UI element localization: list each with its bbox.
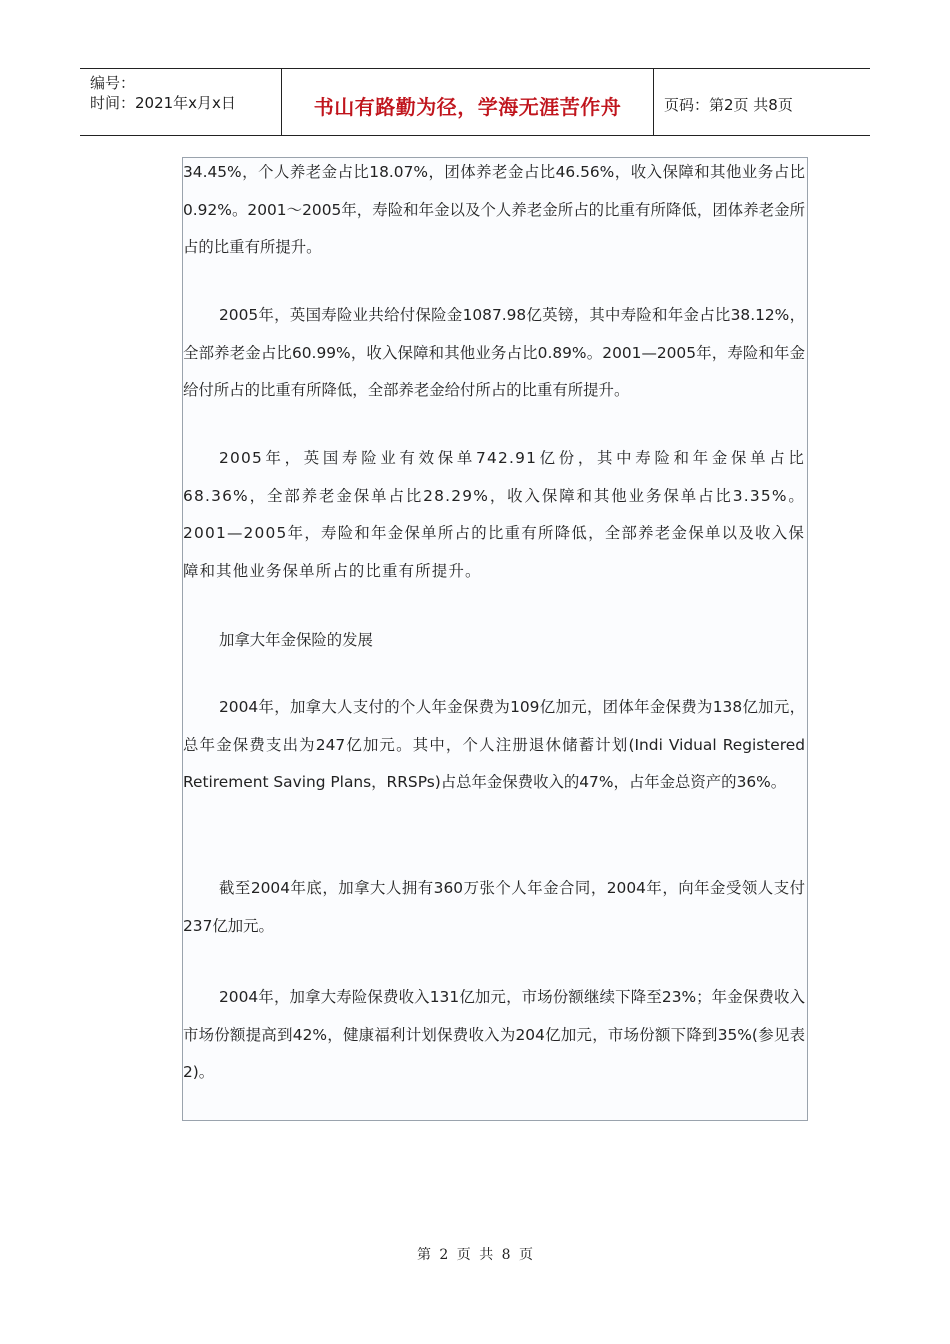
header-page-cell xyxy=(654,69,870,135)
paragraph-canada-annuity-premiums: 2004年，加拿大人支付的个人年金保费为109亿加元，团体年金保费为138亿加元，总年金保费支出为247亿加元。其中，个人注册退休储蓄计划(Indi Vidual Registered Retirement Saving Plans，RRSPs)占总年金保费收入的47%，占年金总资产的36%。 xyxy=(183,698,805,791)
document-number-label: 编号： xyxy=(90,74,136,92)
page-header xyxy=(80,68,870,136)
page-footer: 第 2 页 共 8 页 xyxy=(416,1247,534,1263)
section-heading-canada-annuity: 加拿大年金保险的发展 xyxy=(219,631,373,649)
header-motto: 书山有路勤为径，学海无涯苦作舟 xyxy=(313,94,622,119)
paragraph-canada-market-share: 2004年，加拿大寿险保费收入131亿加元，市场份额继续下降至23%；年金保费收入市场份额提高到42%，健康福利计划保费收入为204亿加元，市场份额下降到35%(参见表2)。 xyxy=(183,988,805,1081)
header-page-info: 页码：第2页 共8页 xyxy=(664,95,793,114)
header-motto-cell xyxy=(282,69,654,135)
paragraph-uk-policies-in-force: 2005年，英国寿险业有效保单742.91亿份，其中寿险和年金保单占比68.36%，全部养老金保单占比28.29%，收入保障和其他业务保单占比3.35%。2001—2005年，寿险和年金保单所占的比重有所降低，全部养老金保单以及收入保障和其他业务保单所占的比重有所提升。 xyxy=(183,449,805,580)
paragraph-canada-annuity-contracts: 截至2004年底，加拿大人拥有360万张个人年金合同，2004年，向年金受领人支付237亿加元。 xyxy=(183,879,805,935)
header-meta-cell xyxy=(80,69,282,135)
paragraph-uk-benefits-paid: 2005年，英国寿险业共给付保险金1087.98亿英镑，其中寿险和年金占比38.12%，全部养老金占比60.99%，收入保障和其他业务占比0.89%。2001—2005年，寿险和年金给付所占的比重有所降低，全部养老金给付所占的比重有所提升。 xyxy=(183,306,805,399)
paragraph-uk-premium-share: 34.45%，个人养老金占比18.07%，团体养老金占比46.56%，收入保障和其他业务占比0.92%。2001～2005年，寿险和年金以及个人养老金所占的比重有所降低，团体养老金所占的比重有所提升。 xyxy=(183,163,805,256)
document-time-label: 时间：2021年x月x日 xyxy=(90,94,236,112)
